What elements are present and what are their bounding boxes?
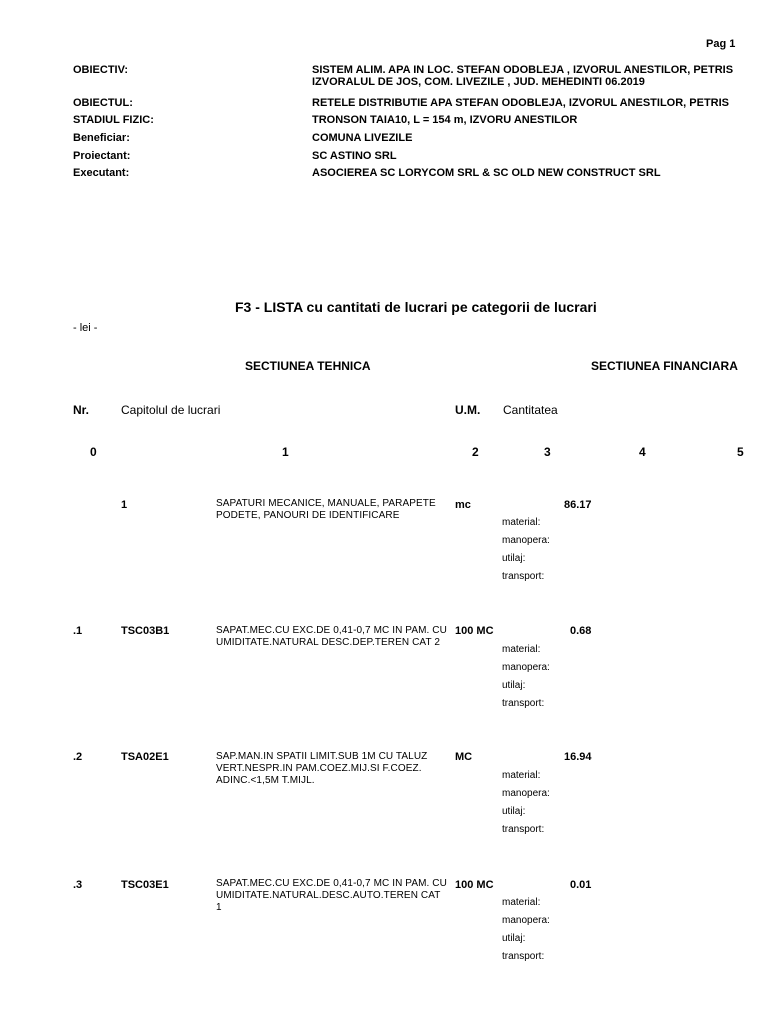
- column-number-4: 4: [639, 445, 646, 459]
- obiectul-label: OBIECTUL:: [73, 97, 133, 109]
- obiectiv-value-line2: IZVORALUL DE JOS, COM. LIVEZILE , JUD. MEHEDINTI 06.2019: [312, 76, 645, 88]
- cost-manopera-label: manopera:: [502, 788, 550, 799]
- row-um: 100 MC: [455, 879, 494, 891]
- cost-transport-label: transport:: [502, 698, 545, 709]
- row-description: SAPATURI MECANICE, MANUALE, PARAPETE PODETE, PANOURI DE IDENTIFICARE: [216, 498, 436, 521]
- column-number-0: 0: [90, 445, 97, 459]
- row-description: SAP.MAN.IN SPATII LIMIT.SUB 1M CU TALUZ VERT.NESPR.IN PAM.COEZ.MIJ.SI F.COEZ. ADINC.<1,5M T.MIJL.: [216, 751, 428, 786]
- cost-material-label: material:: [502, 644, 541, 655]
- cost-manopera-label: manopera:: [502, 662, 550, 673]
- row-um: mc: [455, 499, 471, 511]
- row-code: TSC03B1: [121, 625, 170, 637]
- section-financiara: SECTIUNEA FINANCIARA: [591, 359, 738, 373]
- column-header-capitol: Capitolul de lucrari: [121, 403, 221, 417]
- row-nr: .3: [73, 879, 83, 891]
- row-quantity: 0.01: [570, 879, 592, 891]
- beneficiar-label: Beneficiar:: [73, 132, 130, 144]
- row-nr: .2: [73, 751, 83, 763]
- row-code: TSA02E1: [121, 751, 169, 763]
- column-number-3: 3: [544, 445, 551, 459]
- cost-utilaj-label: utilaj:: [502, 553, 526, 564]
- column-header-nr: Nr.: [73, 403, 90, 417]
- stadiul-label: STADIUL FIZIC:: [73, 114, 154, 126]
- column-number-2: 2: [472, 445, 479, 459]
- executant-label: Executant:: [73, 167, 130, 179]
- cost-material-label: material:: [502, 770, 541, 781]
- obiectiv-label: OBIECTIV:: [73, 64, 129, 76]
- row-um: 100 MC: [455, 625, 494, 637]
- row-nr: .1: [73, 625, 83, 637]
- cost-material-label: material:: [502, 517, 541, 528]
- cost-utilaj-label: utilaj:: [502, 806, 526, 817]
- cost-transport-label: transport:: [502, 824, 545, 835]
- section-tehnica: SECTIUNEA TEHNICA: [245, 359, 371, 373]
- obiectul-value: RETELE DISTRIBUTIE APA STEFAN ODOBLEJA, IZVORUL ANESTILOR, PETRIS: [312, 97, 730, 109]
- page-number: Pag 1: [706, 38, 736, 50]
- cost-manopera-label: manopera:: [502, 535, 550, 546]
- column-header-cantitate: Cantitatea: [503, 403, 558, 417]
- proiectant-value: SC ASTINO SRL: [312, 150, 397, 162]
- row-code: 1: [121, 499, 128, 511]
- row-description: SAPAT.MEC.CU EXC.DE 0,41-0,7 MC IN PAM. CU UMIDITATE.NATURAL DESC.DEP.TEREN CAT 2: [216, 625, 447, 648]
- obiectiv-value-line1: SISTEM ALIM. APA IN LOC. STEFAN ODOBLEJA , IZVORUL ANESTILOR, PETRIS: [312, 64, 734, 76]
- row-quantity: 0.68: [570, 625, 592, 637]
- row-code: TSC03E1: [121, 879, 169, 891]
- executant-value: ASOCIEREA SC LORYCOM SRL & SC OLD NEW CONSTRUCT SRL: [312, 167, 661, 179]
- proiectant-label: Proiectant:: [73, 150, 131, 162]
- stadiul-value: TRONSON TAIA10, L = 154 m, IZVORU ANESTILOR: [312, 114, 578, 126]
- cost-material-label: material:: [502, 897, 541, 908]
- column-number-5: 5: [737, 445, 744, 459]
- currency-label: - lei -: [73, 322, 98, 334]
- cost-transport-label: transport:: [502, 571, 545, 582]
- cost-transport-label: transport:: [502, 951, 545, 962]
- column-header-um: U.M.: [455, 403, 481, 417]
- row-quantity: 86.17: [564, 499, 592, 511]
- row-um: MC: [455, 751, 473, 763]
- cost-manopera-label: manopera:: [502, 915, 550, 926]
- cost-utilaj-label: utilaj:: [502, 680, 526, 691]
- column-number-1: 1: [282, 445, 289, 459]
- row-quantity: 16.94: [564, 751, 592, 763]
- document-title: F3 - LISTA cu cantitati de lucrari pe categorii de lucrari: [235, 299, 597, 315]
- row-description: SAPAT.MEC.CU EXC.DE 0,41-0,7 MC IN PAM. CU UMIDITATE.NATURAL.DESC.AUTO.TEREN CAT 1: [216, 878, 447, 913]
- beneficiar-value: COMUNA LIVEZILE: [312, 132, 413, 144]
- cost-utilaj-label: utilaj:: [502, 933, 526, 944]
